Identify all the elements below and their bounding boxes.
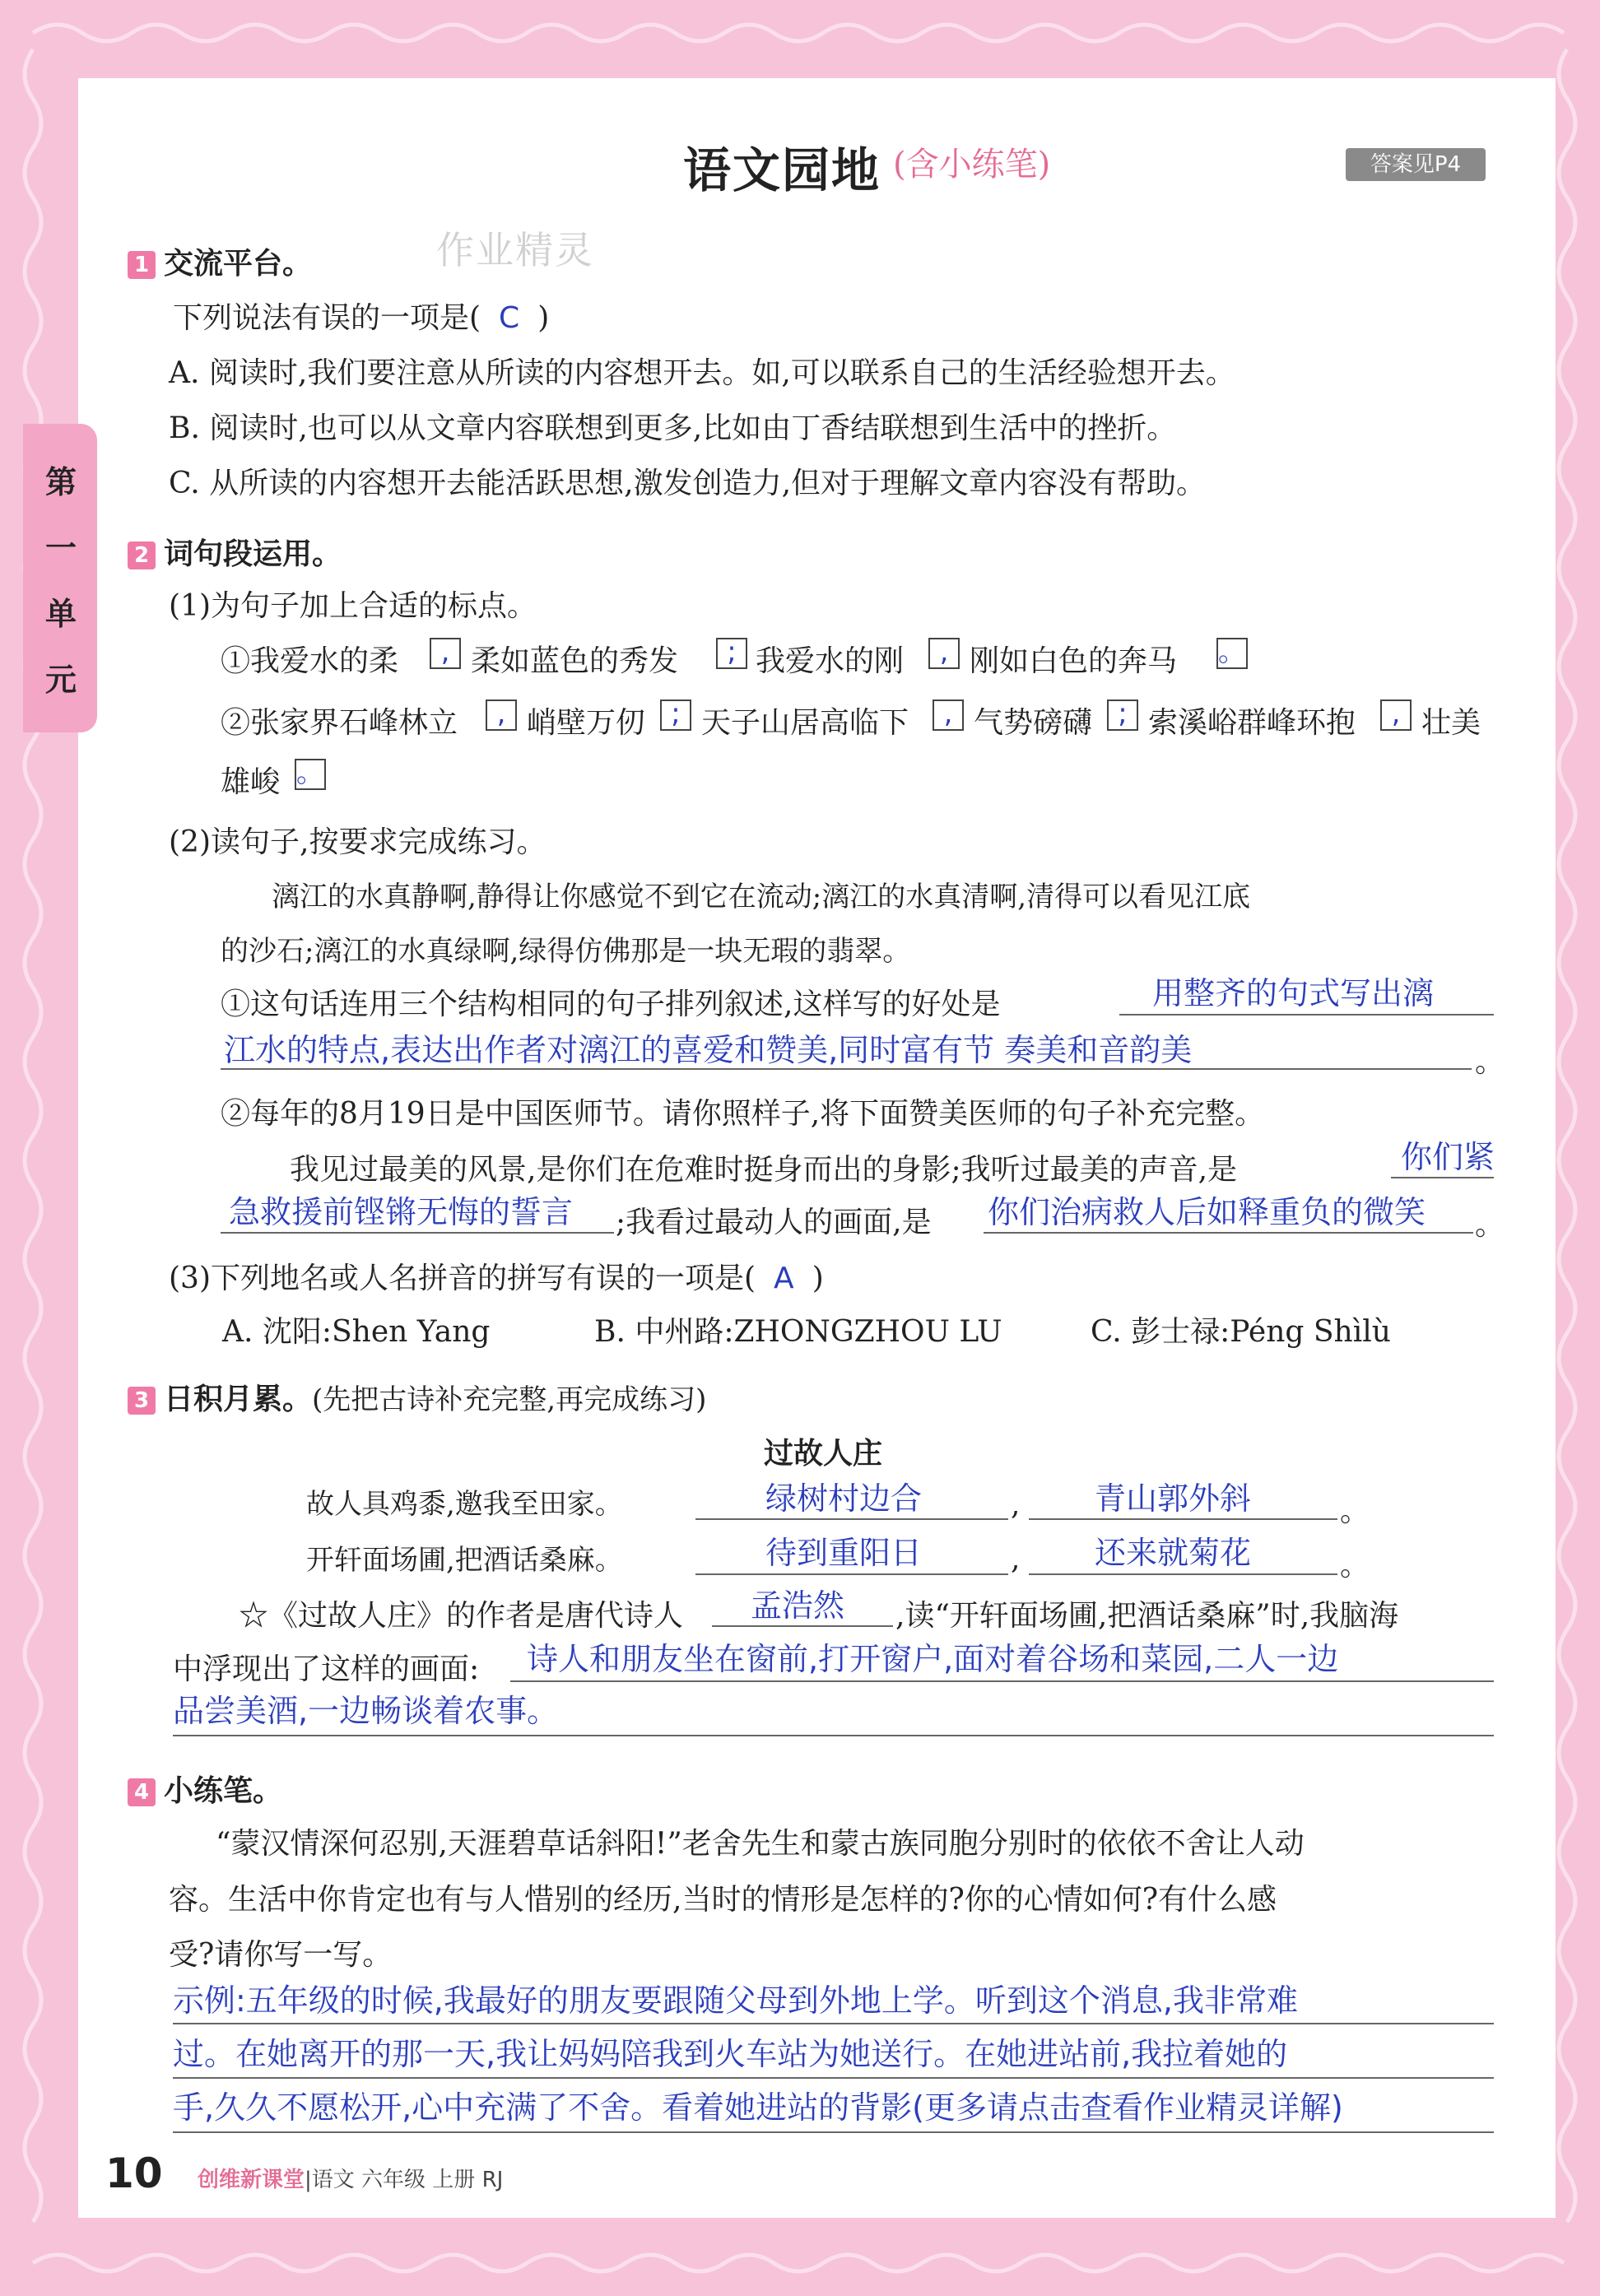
q2-sub1-answer-2: 江水的特点,表达出作者对漓江的喜爱和赞美,同时富有节 奏美和音韵美 (224, 1032, 1193, 1068)
q2-s2-a: ②张家界石峰林立 (221, 706, 458, 740)
answer-line (221, 1232, 614, 1234)
q2-s2-f: 壮美 (1421, 706, 1481, 740)
side-tab-char: 第 (44, 464, 77, 500)
answer-line (1029, 1573, 1337, 1575)
q2-sub1-answer-1: 用整齐的句式写出漓 (1152, 975, 1435, 1011)
punctuation-box: 。 (296, 756, 324, 789)
q3-heading-text: 日积月累。 (164, 1383, 313, 1416)
q3-question-b: ,读“开轩面场圃,把酒话桑麻”时,我脑海 (895, 1599, 1399, 1633)
punctuation-box: , (430, 638, 461, 669)
answer-line (1029, 1518, 1337, 1520)
q2-sub1-question: ①这句话连用三个结构相同的句子排列叙述,这样写的好处是 (221, 988, 1001, 1021)
unit-side-tab (23, 424, 97, 732)
q1-heading (128, 240, 312, 282)
q2-part3-option-b: B. 中州路:ZHONGZHOU LU (594, 1315, 1002, 1349)
answer-reference-badge: 答案见P4 (1346, 148, 1486, 181)
q4-answer-line2: 过。在她离开的那一天,我让妈妈陪我到火车站为她送行。在她进站前,我拉着她的 (173, 2036, 1288, 2072)
q2-part2-title: (2)读句子,按要求完成练习。 (169, 825, 547, 859)
answer-line (173, 2023, 1494, 2024)
q1-heading-text: 交流平台。 (164, 247, 313, 281)
q2-s1-b: 柔如蓝色的秀发 (471, 644, 679, 678)
punctuation-box: ; (716, 638, 747, 669)
q2-part3-answer: A (774, 1262, 794, 1295)
page-title: 语文园地 (683, 142, 881, 198)
q4-heading-text: 小练笔。 (164, 1774, 283, 1808)
q2-part3-question (169, 1255, 824, 1297)
q1-stem (173, 295, 549, 337)
q2-s2-b: 峭壁万仞 (527, 706, 646, 740)
q2-part3-option-c: C. 彭士禄:Péng Shìlù (1091, 1315, 1391, 1349)
answer-line (695, 1573, 1008, 1575)
q1-option-a: A. 阅读时,我们要注意从所读的内容想开去。如,可以联系自己的生活经验想开去。 (169, 356, 1235, 390)
q2-sub2-question: ②每年的8月19日是中国医师节。请你照样子,将下面赞美医师的句子补充完整。 (221, 1097, 1265, 1131)
answer-line (984, 1232, 1473, 1234)
answer-line (1391, 1177, 1494, 1178)
punctuation-box: 。 (1218, 635, 1246, 668)
answer-line (221, 1068, 1472, 1070)
poem-comma: , (1011, 1488, 1021, 1522)
punctuation-box: , (1380, 699, 1412, 731)
footer-brand: 创维新课堂 (198, 2168, 305, 2192)
q3-heading-note: (先把古诗补充完整,再完成练习) (312, 1383, 707, 1416)
punctuation-box: , (486, 699, 517, 731)
answer-line (695, 1518, 1008, 1520)
q4-heading (128, 1768, 282, 1810)
q2-passage-line1: 漓江的水真静啊,静得让你感觉不到它在流动;漓江的水真清啊,清得可以看见江底 (272, 881, 1251, 913)
q2-s1-c: 我爱水的刚 (756, 644, 905, 678)
punctuation-box: , (928, 638, 960, 669)
answer-line (173, 2077, 1494, 2079)
q1-stem-close: ) (537, 301, 550, 335)
poem-answer-3: 待到重阳日 (765, 1535, 923, 1571)
q2-part3-option-a: A. 沈阳:Shen Yang (222, 1315, 491, 1349)
q2-passage-line2: 的沙石;漓江的水真绿啊,绿得仿佛那是一块无瑕的翡翠。 (221, 935, 911, 968)
poem-answer-4: 还来就菊花 (1095, 1535, 1252, 1571)
q2-s2-g: 雄峻 (221, 765, 281, 799)
side-tab-char: 元 (44, 662, 77, 698)
q2-part1-title: (1)为句子加上合适的标点。 (169, 589, 537, 623)
q4-answer-line3: 手,久久不愿松开,心中充满了不舍。看着她进站的背影(更多请点击查看作业精灵详解) (173, 2089, 1343, 2126)
answer-line (173, 1735, 1494, 1736)
poem-comma: , (1011, 1542, 1021, 1576)
q2-sub2-end: 。 (1475, 1208, 1505, 1242)
poem-line1: 故人具鸡黍,邀我至田家。 (306, 1488, 623, 1521)
page-number: 10 (105, 2150, 163, 2197)
q2-number: 2 (128, 541, 156, 569)
q4-prompt-line2: 容。生活中你肯定也有与人惜别的经历,当时的情形是怎样的?你的心情如何?有什么感 (169, 1883, 1277, 1917)
poem-answer-2: 青山郭外斜 (1095, 1480, 1252, 1517)
q1-answer: C (499, 301, 520, 335)
footer-info (198, 2163, 503, 2193)
side-tab-char: 单 (44, 596, 77, 632)
q3-question-a: ☆《过故人庄》的作者是唐代诗人 (239, 1599, 684, 1633)
q1-stem-text: 下列说法有误的一项是( (173, 301, 481, 335)
q3-question-c: 中浮现出了这样的画面: (173, 1652, 480, 1686)
q2-sub2-answer-2: 急救援前铿锵无悔的誓言 (229, 1194, 574, 1230)
q2-part3-close: ) (812, 1262, 824, 1295)
side-tab-char: 一 (44, 530, 77, 566)
q1-option-c: C. 从所读的内容想开去能活跃思想,激发创造力,但对于理解文章内容没有帮助。 (169, 467, 1207, 500)
q2-sub1-end: 。 (1475, 1045, 1505, 1079)
punctuation-box: ; (1107, 699, 1138, 731)
q2-sub2-answer-3: 你们治病救人后如释重负的微笑 (988, 1194, 1426, 1230)
q2-part3-text: (3)下列地名或人名拼音的拼写有误的一项是( (169, 1262, 756, 1295)
answer-line (510, 1680, 1494, 1682)
q3-scene-answer-1: 诗人和朋友坐在窗前,打开窗户,面对着谷场和菜园,二人一边 (527, 1641, 1339, 1677)
footer-book-info: |语文 六年级 上册 RJ (305, 2168, 504, 2192)
punctuation-box: ; (660, 699, 691, 731)
poem-period: 。 (1340, 1549, 1370, 1583)
q2-s1-a: ①我爱水的柔 (221, 644, 399, 678)
q4-number: 4 (128, 1778, 156, 1806)
answer-line (712, 1625, 893, 1627)
q2-s2-d: 气势磅礴 (974, 706, 1093, 740)
poem-answer-1: 绿树村边合 (765, 1480, 923, 1517)
q2-s1-d: 刚如白色的奔马 (970, 644, 1178, 678)
page-subtitle: (含小练笔) (893, 146, 1051, 184)
q2-sub2-mid: ;我看过最动人的画面,是 (616, 1206, 932, 1239)
q1-option-b: B. 阅读时,也可以从文章内容联想到更多,比如由丁香结联想到生活中的挫折。 (169, 411, 1177, 445)
punctuation-box: , (933, 699, 964, 731)
q3-scene-answer-2: 品尝美酒,一边畅谈着农事。 (173, 1693, 559, 1729)
q2-heading-text: 词句段运用。 (164, 537, 342, 571)
poem-period: 。 (1340, 1494, 1370, 1528)
q4-prompt-line3: 受?请你写一写。 (169, 1938, 393, 1972)
q4-prompt-line1: “蒙汉情深何忍别,天涯碧草话斜阳!”老舍先生和蒙古族同胞分别时的依依不舍让人动 (216, 1827, 1305, 1861)
q3-number: 3 (128, 1387, 156, 1415)
q3-heading (128, 1376, 706, 1418)
q1-number: 1 (128, 251, 156, 279)
q4-answer-line1: 示例:五年级的时候,我最好的朋友要跟随父母到外地上学。听到这个消息,我非常难 (173, 1982, 1298, 2019)
q2-sub2-answer-1: 你们紧 (1401, 1139, 1495, 1175)
q2-sub2-line1: 我见过最美的风景,是你们在危难时挺身而出的身影;我听过最美的声音,是 (290, 1153, 1238, 1187)
q2-heading (128, 531, 342, 573)
poem-line2: 开轩面场圃,把酒话桑麻。 (306, 1544, 623, 1577)
q3-author-answer: 孟浩然 (751, 1587, 845, 1624)
answer-line (1119, 1014, 1494, 1016)
poem-title: 过故人庄 (764, 1437, 883, 1471)
watermark: 作业精灵 (436, 228, 594, 272)
answer-line (173, 2131, 1494, 2133)
q2-s2-e: 索溪峪群峰环抱 (1148, 706, 1356, 740)
q2-s2-c: 天子山居高临下 (701, 706, 909, 740)
